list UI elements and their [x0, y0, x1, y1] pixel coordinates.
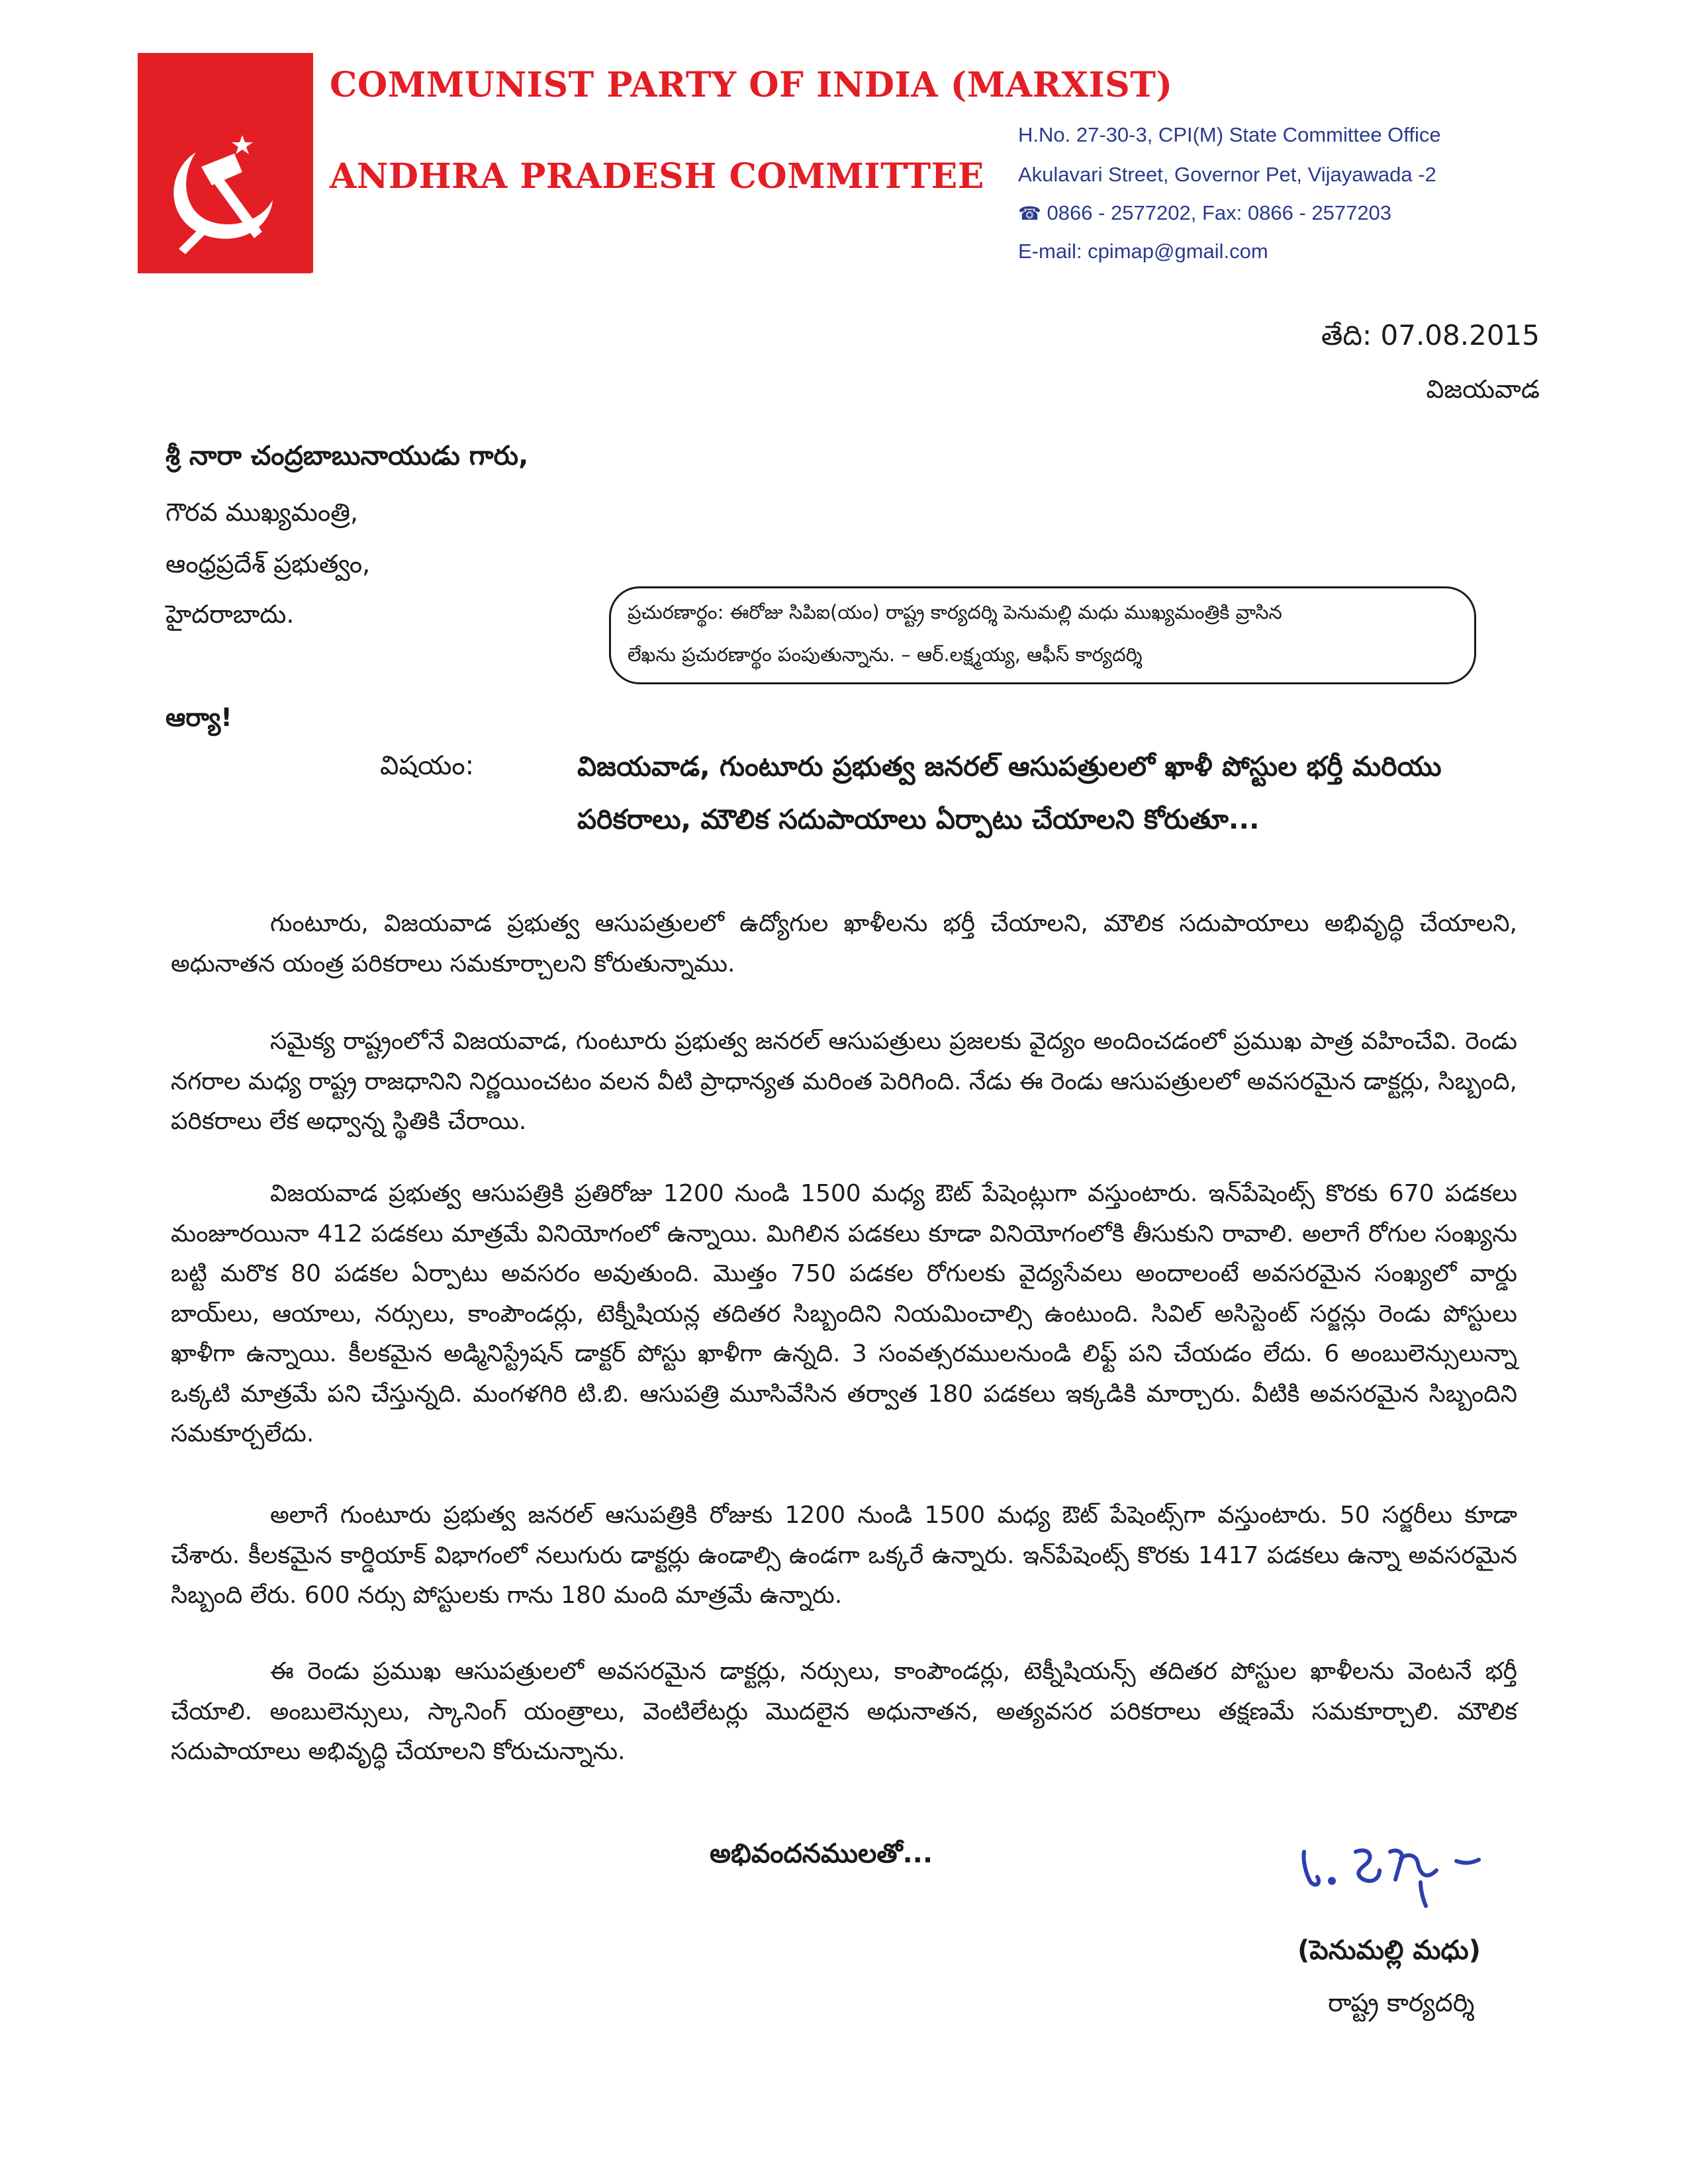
press-note-line2: లేఖను ప్రచురణార్థం పంపుతున్నాను. – ఆర్.లక్ష్మయ్య, ఆఫీస్ కార్యదర్శి: [628, 643, 1143, 666]
letterhead-bottom-rule: [138, 271, 311, 273]
signer-name: (పెనుమల్లి మధు): [1297, 1935, 1481, 1966]
committee-name: ANDHRA PRADESH COMMITTEE: [330, 156, 984, 197]
subject-line2: పరికరాలు, మౌలిక సదుపాయాలు ఏర్పాటు చేయాలని కోరుతూ...: [577, 803, 1260, 835]
office-address-line1: H.No. 27-30-3, CPI(M) State Committee Office: [1018, 123, 1441, 146]
body-paragraph-2: సమైక్య రాష్ట్రంలోనే విజయవాడ, గుంటూరు ప్రభుత్వ జనరల్ ఆసుపత్రులు ప్రజలకు వైద్యం అందించడంలో ప్రముఖ పాత్ర వహించేవి. రెండు నగరాల మధ్య రాష్ట్ర రాజధానిని నిర్ణయించటం వలన వీటి ప్రాధాన్యత మరింత పెరిగింది. నేడు ఈ రెండు ఆసుపత్రులలో అవసరమైన డాక్టర్లు, సిబ్బంది, పరికరాలు లేక అధ్వాన్న స్థితికి చేరాయి.: [171, 1028, 1517, 1135]
telephone-icon: ☎: [1018, 203, 1041, 224]
letter-date: తేది: 07.08.2015: [1321, 319, 1540, 351]
letter-place: విజయవాడ: [1426, 375, 1540, 404]
body-paragraph-1: గుంటూరు, విజయవాడ ప్రభుత్వ ఆసుపత్రులలో ఉద్యోగుల ఖాళీలను భర్తీ చేయాలని, మౌలిక సదుపాయాలు అభివృద్ధి చేయాలని, అధునాతన యంత్ర పరికరాలు సమకూర్చాలని కోరుతున్నాము.: [171, 910, 1517, 978]
office-address-line2: Akulavari Street, Governor Pet, Vijayawada -2: [1018, 163, 1436, 186]
press-note-line1: ప్రచురణార్థం: ఈరోజు సిపిఐ(యం) రాష్ట్ర కార్యదర్శి పెనుమల్లి మధు ముఖ్యమంత్రికి వ్రాసిన: [628, 601, 1282, 623]
party-name: COMMUNIST PARTY OF INDIA (MARXIST): [330, 65, 1173, 105]
handwritten-signature-icon: [1291, 1817, 1509, 1919]
hammer-sickle-star-icon: [138, 53, 311, 273]
addressee-designation: గౌరవ ముఖ్యమంత్రి,: [165, 498, 359, 527]
subject-label: విషయం:: [380, 751, 475, 781]
signer-title: రాష్ట్ర కార్యదర్శి: [1328, 1988, 1475, 2017]
addressee-city: హైదరాబాదు.: [165, 600, 295, 629]
letterhead-divider: [311, 53, 313, 273]
body-paragraph-5: ఈ రెండు ప్రముఖ ఆసుపత్రులలో అవసరమైన డాక్టర్లు, నర్సులు, కాంపౌండర్లు, టెక్నీషియన్స్ తదితర పోస్టుల ఖాళీలను వెంటనే భర్తీ చేయాలి. అంబులెన్సులు, స్కానింగ్ యంత్రాలు, వెంటిలేటర్లు మొదలైన అధునాతన, అత్యవసర పరికరాలు తక్షణమే సమకూర్చాలి. మౌలిక సదుపాయాలు అభివృద్ధి చేయాలని కోరుచున్నాను.: [171, 1658, 1517, 1765]
email-line: E-mail: cpimap@gmail.com: [1018, 240, 1268, 263]
addressee-name: శ్రీ నారా చంద్రబాబునాయుడు గారు,: [165, 441, 529, 471]
body-paragraph-4: అలాగే గుంటూరు ప్రభుత్వ జనరల్ ఆసుపత్రికి రోజుకు 1200 నుండి 1500 మధ్య ఔట్ పేషెంట్స్‌గా వస్తుంటారు. 50 సర్జరీలు కూడా చేశారు. కీలకమైన కార్డియాక్ విభాగంలో నలుగురు డాక్టర్లు ఉండాల్సి ఉండగా ఒక్కరే ఉన్నారు. ఇన్‌పేషెంట్స్ కొరకు 1417 పడకలు ఉన్నా అవసరమైన సిబ్బంది లేరు. 600 నర్సు పోస్టులకు గాను 180 మంది మాత్రమే ఉన్నారు.: [171, 1502, 1517, 1609]
party-logo: [138, 53, 311, 273]
body-paragraph-3: విజయవాడ ప్రభుత్వ ఆసుపత్రికి ప్రతిరోజు 1200 నుండి 1500 మధ్య ఔట్ పేషెంట్లుగా వస్తుంటారు. ఇన్‌పేషెంట్స్ కొరకు 670 పడకలు మంజూరయినా 412 పడకలు మాత్రమే వినియోగంలో ఉన్నాయి. మిగిలిన పడకలు కూడా వినియోగంలోకి తీసుకుని రావాలి. అలాగే రోగుల సంఖ్యను బట్టి మరొక 80 పడకల ఏర్పాటు అవసరం అవుతుంది. మొత్తం 750 పడకల రోగులకు వైద్యసేవలు అందాలంటే అవసరమైన సంఖ్యలో వార్డు బాయ్‌లు, ఆయాలు, నర్సులు, కాంపౌండర్లు, టెక్నీషియన్ల తదితర సిబ్బందిని నియమించాల్సి ఉంటుంది. సివిల్ అసిస్టెంట్ సర్జన్లు రెండు పోస్టులు ఖాళీగా ఉన్నాయి. కీలకమైన అడ్మినిస్ట్రేషన్ డాక్టర్ పోస్టు ఖాళీగా ఉన్నది. 3 సంవత్సరములనుండి లిఫ్ట్ పని చేయడం లేదు. 6 అంబులెన్సులున్నా ఒక్కటి మాత్రమే పని చేస్తున్నది. మంగళగిరి టి.బి. ఆసుపత్రి మూసివేసిన తర్వాత 180 పడకలు ఇక్కడికి మార్చారు. వీటికి అవసరమైన సిబ్బందిని సమకూర్చలేదు.: [171, 1180, 1517, 1447]
subject-line1: విజయవాడ, గుంటూరు ప్రభుత్వ జనరల్ ఆసుపత్రులలో ఖాళీ పోస్టుల భర్తీ మరియు: [577, 751, 1442, 782]
phone-fax-text: 0866 - 2577202, Fax: 0866 - 2577203: [1047, 201, 1392, 224]
closing-greeting: అభివందనములతో...: [710, 1839, 933, 1869]
salutation: ఆర్యా!: [165, 703, 232, 732]
addressee-state: ఆంధ్రప్రదేశ్ ప్రభుత్వం,: [165, 549, 371, 578]
phone-fax-line: [1018, 201, 1391, 225]
